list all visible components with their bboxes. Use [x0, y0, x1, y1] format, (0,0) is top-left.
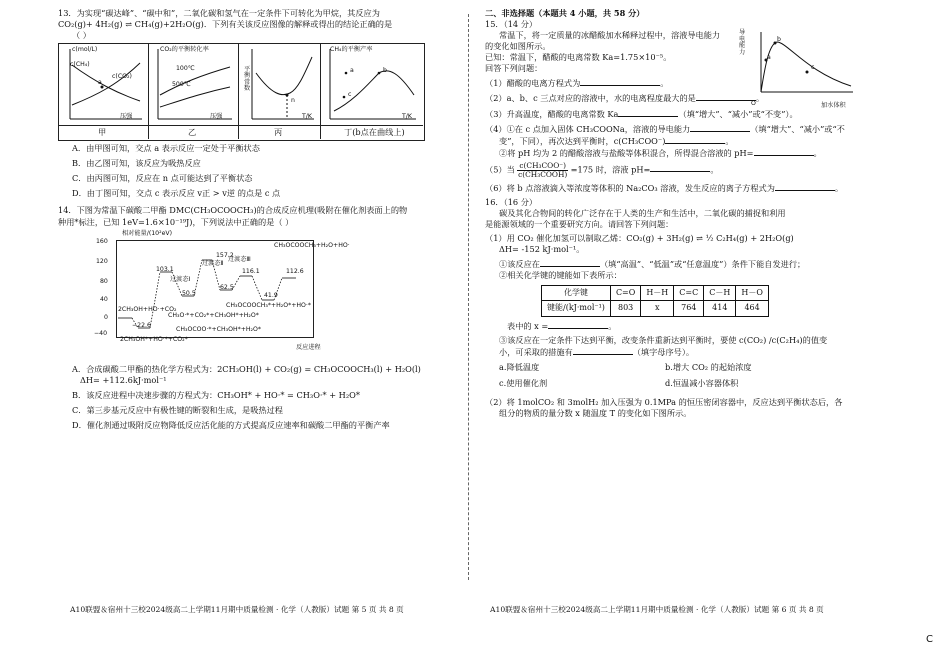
q16-sub2b: 组分的物质的量分数 x 随温度 T 的变化如下图所示。: [499, 408, 692, 419]
graph-ylabel: 导电能力: [739, 29, 746, 56]
q15-ask: 回答下列问题：: [485, 63, 543, 74]
q15-sub5: （5）当 $\frac{\text{c(CH₃COO⁻)}}{\text{c(CH₃COOH)}}$ =175 时，溶液 pH= 。: [485, 160, 719, 179]
q14-stem-line1: 14．下图为常温下碳酸二甲酯 DMC(CH₃OCOOCH₃)的合成反应机理(吸附在催化剂表面上的物: [58, 205, 408, 216]
th-bond: 化学键: [542, 285, 611, 301]
yi-curve1: 100℃: [176, 65, 195, 73]
conductivity-graph: [747, 26, 857, 98]
bond-energy-table: [541, 285, 769, 318]
q15-sub4a: （4）①在 c 点加入固体 CH₃COONa，溶液的导电能力 （填“增大”、“减小”或“不: [485, 123, 845, 134]
q16-choices: [485, 358, 885, 394]
q14-option-b: B．该反应进程中决速步骤的方程式为：CH₃OH* + HO·* = CH₃O·* + H₂O*: [72, 389, 360, 400]
q16-intro-1: 碳及其化合物间的转化广泛存在于人类的生产和生活中，二氧化碳的捕捉和利用: [499, 208, 786, 219]
label-jia: 甲: [98, 127, 107, 138]
ding-point-b: b: [383, 67, 387, 75]
graph-yi: [152, 45, 236, 123]
energy-103: 103.1: [156, 265, 174, 273]
energy-62: 62.5: [220, 283, 234, 291]
footer-left: A10联盟＆宿州十三校2024级高二上学期11月期中质量检测 · 化学（人教版）试题 第 5 页 共 8 页: [70, 605, 404, 614]
q15-sub2: （2）a、b、c 三点对应的溶液中，水的电离程度最大的是 。: [485, 93, 765, 104]
th-ho: H－O: [736, 285, 769, 301]
q13-option-d: D．由丁图可知，交点 c 表示反应 v正 > v逆 的点是 c 点: [72, 188, 281, 199]
graph-bing: [242, 45, 318, 123]
section-title: 二、非选择题（本题共 4 小题，共 58 分）: [485, 8, 645, 18]
left-page: [58, 8, 453, 431]
ytick-80: 80: [100, 277, 108, 285]
footer-right: A10联盟＆宿州十三校2024级高二上学期11月期中质量检测 · 化学（人教版）试题 第 6 页 共 8 页: [490, 605, 824, 614]
energy-chart-title: 相对能量/(10²eV): [122, 229, 173, 237]
ts3-label: 过渡态Ⅲ: [228, 255, 251, 263]
q13-option-b: B．由乙图可知，该反应为吸热反应: [72, 158, 201, 169]
ding-point-a: a: [350, 67, 354, 75]
td-co: 803: [610, 301, 640, 317]
species-5: 2CH₃OH*+HO·*+CO₂*: [120, 335, 188, 343]
label-yi: 乙: [188, 127, 197, 138]
q15-intro-2: 的变化如图所示。: [485, 41, 551, 52]
energy-41: 41.9: [264, 291, 278, 299]
q16-c2: ②相关化学键的键能如下表所示：: [499, 270, 622, 281]
choice-b: b.增大 CO₂ 的起始浓度: [665, 362, 752, 373]
bing-ylabel: 平衡常数: [244, 66, 251, 92]
q16-intro-2: 是能源领域的一个重要研究方向。请回答下列问题：: [485, 219, 674, 230]
q14-option-c: C．第三步基元反应中有极性键的断裂和生成，是吸热过程: [72, 404, 283, 415]
page-divider: [468, 14, 469, 580]
th-ch: C－H: [704, 285, 736, 301]
ts2-label: 过渡态Ⅱ: [202, 259, 224, 267]
choice-d: d.恒温减小容器体积: [665, 378, 739, 389]
q13-stem-line2: CO₂(g)+ 4H₂(g) ⇌ CH₄(g)+2H₂O(g)．下列有关该反应图像的解释或得出的结论正确的是: [58, 19, 393, 30]
graph-ding: [324, 45, 420, 123]
graph-xlabel: 加水体积: [821, 102, 846, 110]
graph-origin: O: [751, 100, 756, 108]
ding-ylabel: CH₄的平衡产率: [330, 46, 373, 54]
energy-116: 116.1: [242, 267, 260, 275]
jia-curve1: c(CH₄): [70, 61, 90, 69]
ytick-120: 120: [96, 257, 108, 265]
ding-point-c: c: [348, 91, 352, 99]
td-ch: 414: [704, 301, 736, 317]
q14-option-a: A．合成碳酸二甲酯的热化学方程式为：2CH₃OH(l) + CO₂(g) = CH₃OCOOCH₃(l) + H₂O(l): [72, 363, 421, 374]
th-co: C=O: [610, 285, 640, 301]
q15-sub4a-cont: 变”，下同），再次达到平衡时，c(CH₃COO⁻) 。: [499, 135, 734, 146]
jia-xlabel: 压强: [120, 113, 133, 121]
yi-xlabel: 压强: [210, 113, 223, 121]
corner-mark: C: [926, 634, 933, 645]
q15-sub4b: ②将 pH 均为 2 的醋酸溶液与盐酸等体积混合，所得混合溶液的 pH= 。: [499, 147, 822, 158]
graph-point-b: b: [777, 36, 781, 44]
q16-dh: ΔH= -152 kJ·mol⁻¹。: [499, 244, 585, 255]
q14-option-d: D．催化剂通过吸附反应物降低反应活化能的方式提高反应速率和碳酸二甲酯的平衡产率: [72, 419, 390, 430]
td-energy-label: 键能/(kJ·mol⁻¹): [542, 301, 611, 317]
frac-numerator: c(CH₃COO⁻): [519, 160, 567, 170]
q15-body: [485, 30, 885, 194]
jia-point-a: a: [98, 79, 102, 87]
label-ding: 丁(b点在曲线上): [344, 127, 405, 138]
q15-sub3: （3）升高温度，醋酸的电离常数 Ka （填“增大”、“减小”或“不变”）。: [485, 108, 798, 119]
bing-xlabel: T/K: [302, 113, 312, 121]
ytick-neg40: −40: [94, 329, 108, 337]
td-cc: 764: [674, 301, 704, 317]
q16-number: 16．（16 分）: [485, 197, 538, 208]
energy-50: 50.5: [182, 289, 196, 297]
yi-ylabel: CO₂的平衡转化率: [160, 46, 209, 54]
species-3: CH₃OCOOCH₃*+H₂O*+HO·*: [226, 301, 311, 309]
q13-stem-line1: 13．为实现“碳达峰”、“碳中和”，二氧化碳和氢气在一定条件下可转化为甲烷，其反应为: [58, 8, 380, 18]
ts1-label: 过渡态Ⅰ: [170, 275, 191, 283]
graph-jia: [62, 45, 146, 123]
q14-energy-diagram: [58, 230, 453, 360]
q13-option-c: C．由丙图可知，反应在 n 点可能达到了平衡状态: [72, 173, 253, 184]
graph-point-a: a: [767, 54, 771, 62]
ytick-40: 40: [100, 295, 108, 303]
energy-xlabel: 反应进程: [296, 343, 321, 351]
species-end: CH₃OCOOCH₃+H₂O+HO·: [274, 241, 350, 249]
td-hh: x: [641, 301, 674, 317]
bing-point-n: n: [291, 97, 295, 105]
choice-c: c.使用催化剂: [499, 378, 548, 389]
q14-stem-line2: 种用*标注，已知 1eV=1.6×10⁻¹⁹J)，下列说法中正确的是（ ）: [58, 216, 294, 227]
graph-point-c: c: [811, 64, 815, 72]
q13-answer-paren: （ ）: [72, 30, 91, 41]
q15-intro-1: 常温下，将一定质量的冰醋酸加水稀释过程中，溶液导电能力: [499, 30, 721, 41]
frac-denominator: c(CH₃COOH): [518, 169, 568, 179]
ytick-0: 0: [104, 313, 108, 321]
q16-sub1: （1）用 CO₂ 催化加氢可以制取乙烯：CO₂(g) + 3H₂(g) ⇌ ½ C₂H₄(g) + 2H₂O(g): [485, 233, 794, 244]
q15-sub6: （6）将 b 点溶液滴入等浓度等体积的 Na₂CO₃ 溶液，发生反应的离子方程式为 。: [485, 183, 844, 194]
q16-c3a: ③该反应在一定条件下达到平衡，改变条件重新达到平衡时，要使 c(CO₂) /c(C₂H₄)的值变: [499, 335, 828, 346]
q15-known: 已知：常温下，醋酸的电离常数 Ka=1.75×10⁻⁵。: [485, 52, 672, 63]
label-bing: 丙: [274, 127, 283, 138]
jia-ylabel: c(mol/L): [72, 46, 98, 54]
q13-graph-row: [58, 43, 453, 139]
q16-sub2a: （2）将 1molCO₂ 和 3molH₂ 加入压强为 0.1MPa 的恒压密闭容器中，反应达到平衡状态后，各: [485, 397, 843, 408]
energy-neg22: −22.6: [132, 321, 151, 329]
energy-157: 157.2: [216, 251, 234, 259]
th-cc: C=C: [674, 285, 704, 301]
jia-curve2: c(CO₂): [112, 73, 132, 81]
th-hh: H－H: [641, 285, 674, 301]
choice-a: a.降低温度: [499, 362, 540, 373]
q16-x-line: 表中的 x = 。: [507, 321, 617, 332]
species-4: CH₃OCOO·*+CH₃OH*+H₂O*: [176, 325, 261, 333]
q16-c3b: 小，可采取的措施有 （填字母序号）。: [499, 347, 695, 358]
energy-112: 112.6: [286, 267, 304, 275]
right-page: [485, 8, 885, 419]
q16-c1: ①该反应在 （填“高温”、“低温”或“任意温度”）条件下能自发进行；: [499, 259, 806, 270]
ding-xlabel: T/K: [402, 113, 412, 121]
q15-sub1: （1）醋酸的电离方程式为 。: [485, 78, 669, 89]
td-ho: 464: [736, 301, 769, 317]
yi-curve2: 500℃: [172, 81, 191, 89]
ytick-160: 160: [96, 237, 108, 245]
q15-number: 15．（14 分）: [485, 19, 538, 30]
species-start: 2CH₃OH+HO·+CO₂: [118, 305, 177, 313]
q14-option-a-dh: ΔH= +112.6kJ·mol⁻¹: [80, 374, 167, 385]
q13-option-a: A．由甲图可知，交点 a 表示反应一定处于平衡状态: [72, 143, 260, 154]
species-2: CH₃O·*+CO₂*+CH₃OH*+H₂O*: [168, 311, 259, 319]
